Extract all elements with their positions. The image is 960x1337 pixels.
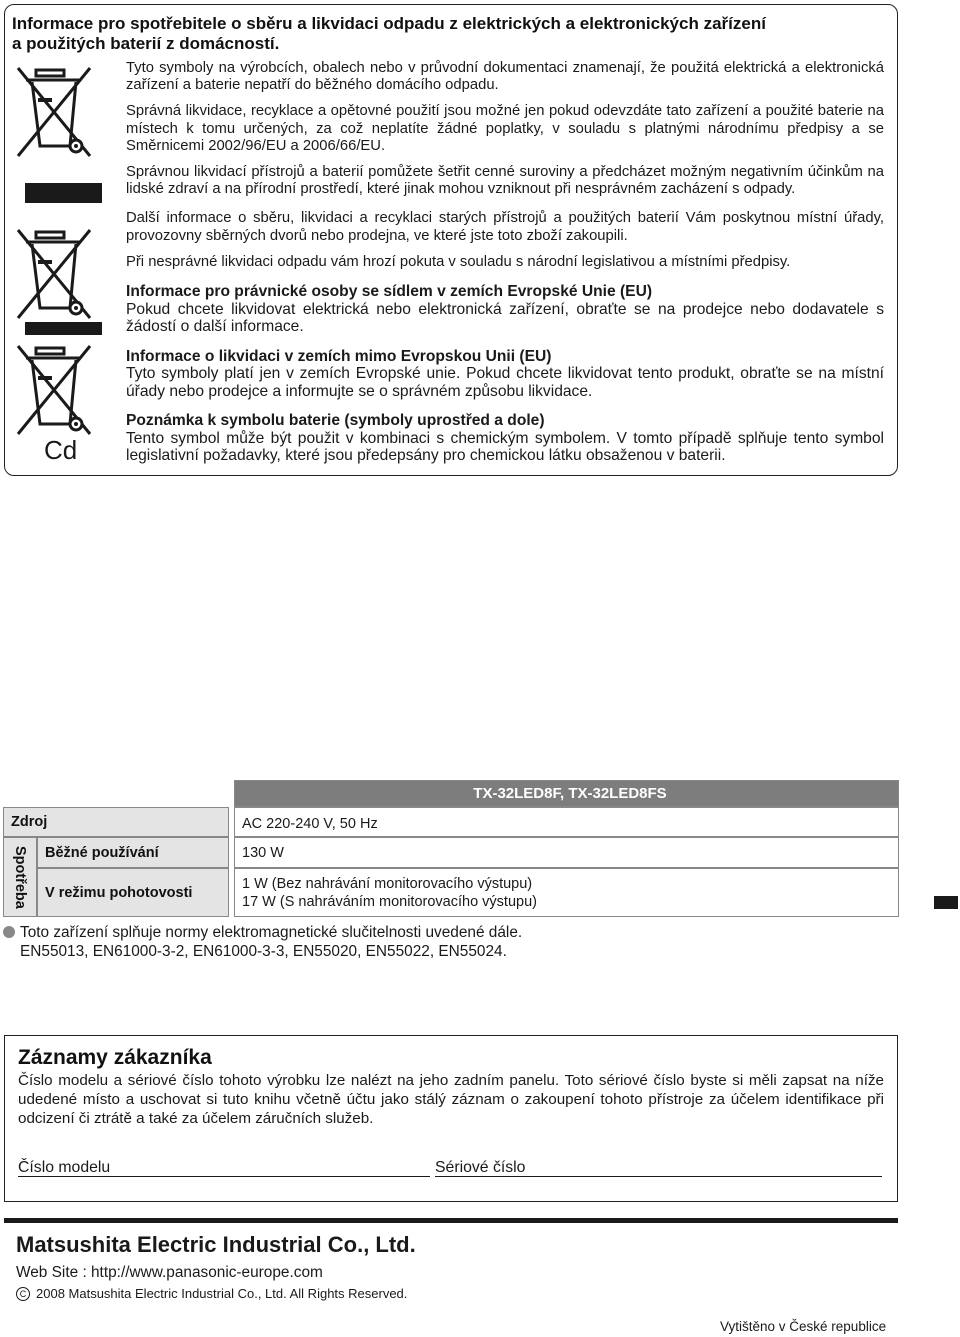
specifications-table xyxy=(3,780,899,918)
page-edge-marker xyxy=(934,896,958,909)
copyright-icon: C xyxy=(16,1287,30,1301)
footer-rule xyxy=(4,1218,898,1223)
serial-number-field-label: Sériové číslo xyxy=(435,1159,526,1176)
serial-number-field[interactable] xyxy=(435,1176,882,1177)
copyright-notice xyxy=(16,1286,407,1301)
bullet-icon xyxy=(3,926,15,938)
disposal-paragraph: Správnou likvidací přístrojů a baterií pomůžete šetřit cenné suroviny a předcházet možným negativním účinkům na lidské zdraví a na přírodní prostředí, které jinak mohou vzniknout při nesprávném zacházení s odpady. xyxy=(126,164,884,198)
consumption-label-text: Spotřeba xyxy=(12,845,28,909)
separate-collection-bar xyxy=(25,183,102,203)
standby-label: V režimu pohotovosti xyxy=(37,868,229,917)
standby-value-line: 17 W (S nahráváním monitorovacího výstupu) xyxy=(242,893,537,910)
disposal-text-body xyxy=(126,60,884,465)
model-number-field-label: Číslo modelu xyxy=(18,1159,111,1176)
emc-standards: EN55013, EN61000-3-2, EN61000-3-3, EN55020, EN55022, EN55024. xyxy=(20,943,507,960)
disposal-paragraph: Další informace o sběru, likvidaci a recyklaci starých přístrojů a použitých baterií Vám poskytnou místní úřady, provozovny sběrných dvorů nebo prodejna, ve které jste toto zboží zakoupili. xyxy=(126,210,884,244)
separate-collection-bar xyxy=(25,322,102,335)
copyright-text: 2008 Matsushita Electric Industrial Co., Ltd. All Rights Reserved. xyxy=(36,1286,408,1301)
disposal-title-line-2: a použitých baterií z domácností. xyxy=(12,34,280,53)
crossed-out-wheelie-bin-icon xyxy=(12,338,100,438)
disposal-paragraph: Tyto symboly platí jen v zemích Evropské unie. Pokud chcete likvidovat tento produkt, obraťte se na místní úřady nebo prodejce a informujte se o správném způsobu likvidace. xyxy=(126,365,884,400)
normal-use-label: Běžné používání xyxy=(37,837,229,868)
printed-in-note: Vytištěno v České republice xyxy=(720,1319,887,1334)
disposal-paragraph: Správná likvidace, recyklace a opětovné použití jsou možné jen pokud odevzdáte tato zařízení a použité baterie na místech k tomu určených, za což neplatíte žádné poplatky, v souladu s platnými národnímu předpisy a se Směrnicemi 2002/96/EU a 2006/66/EU. xyxy=(126,103,884,154)
disposal-paragraph: Pokud chcete likvidovat elektrická nebo elektronická zařízení, obraťte se na prodejce nebo dodavatele s žádostí o další informace. xyxy=(126,300,884,336)
customer-record-text: Číslo modelu a sériové číslo tohoto výrobku lze nalézt na jeho zadním panelu. Toto sériové číslo byste si měli zapsat na níže udedené místo a uschovat si tuto knihu včetně účtu jako stálý záznam o zakoupení tohoto přístroje za účelem identifikace při odcizení či ztrátě a také za účelem záručních služeb. xyxy=(18,1072,884,1127)
section-heading-battery-note: Poznámka k symbolu baterie (symboly uprostřed a dole) xyxy=(126,412,545,430)
consumption-label xyxy=(3,837,37,917)
emc-statement: Toto zařízení splňuje normy elektromagnetické slučitelnosti uvedené dále. xyxy=(20,924,523,941)
disposal-paragraph: Při nesprávné likvidaci odpadu vám hrozí pokuta v souladu s národní legislativou a místními předpisy. xyxy=(126,253,791,270)
power-source-value: AC 220-240 V, 50 Hz xyxy=(234,807,899,837)
disposal-paragraph: Tento symbol může být použit v kombinaci s chemickým symbolem. V tomto případě splňuje tento symbol legislativní požadavky, které jsou předepsány pro chemickou látku obsaženou v baterii. xyxy=(126,429,884,465)
cadmium-chemical-symbol: Cd xyxy=(44,435,78,465)
company-name: Matsushita Electric Industrial Co., Ltd. xyxy=(16,1232,416,1257)
normal-use-value: 130 W xyxy=(234,837,899,868)
website-link[interactable]: Web Site : http://www.panasonic-europe.com xyxy=(16,1264,323,1281)
disposal-paragraph: Tyto symboly na výrobcích, obalech nebo v průvodní dokumentaci znamenají, že použitá elektrická a elektronická zařízení a baterie nepatří do běžného domácího odpadu. xyxy=(126,60,884,94)
section-heading-outside-eu: Informace o likvidaci v zemích mimo Evropskou Unii (EU) xyxy=(126,347,552,365)
crossed-out-wheelie-bin-icon xyxy=(12,222,100,322)
disposal-title xyxy=(12,14,892,54)
standby-value xyxy=(234,868,899,917)
section-heading-eu-legal-entities: Informace pro právnické osoby se sídlem v zemích Evropské Unie (EU) xyxy=(126,283,653,301)
model-number-field[interactable] xyxy=(18,1176,430,1177)
power-source-label: Zdroj xyxy=(3,807,229,837)
crossed-out-wheelie-bin-icon xyxy=(12,60,100,160)
customer-record-title: Záznamy zákazníka xyxy=(18,1046,212,1069)
model-header: TX-32LED8F, TX-32LED8FS xyxy=(234,780,899,807)
standby-value-line: 1 W (Bez nahrávání monitorovacího výstupu) xyxy=(242,875,533,892)
disposal-title-line-1: Informace pro spotřebitele o sběru a likvidaci odpadu z elektrických a elektronických zařízení xyxy=(12,14,766,33)
